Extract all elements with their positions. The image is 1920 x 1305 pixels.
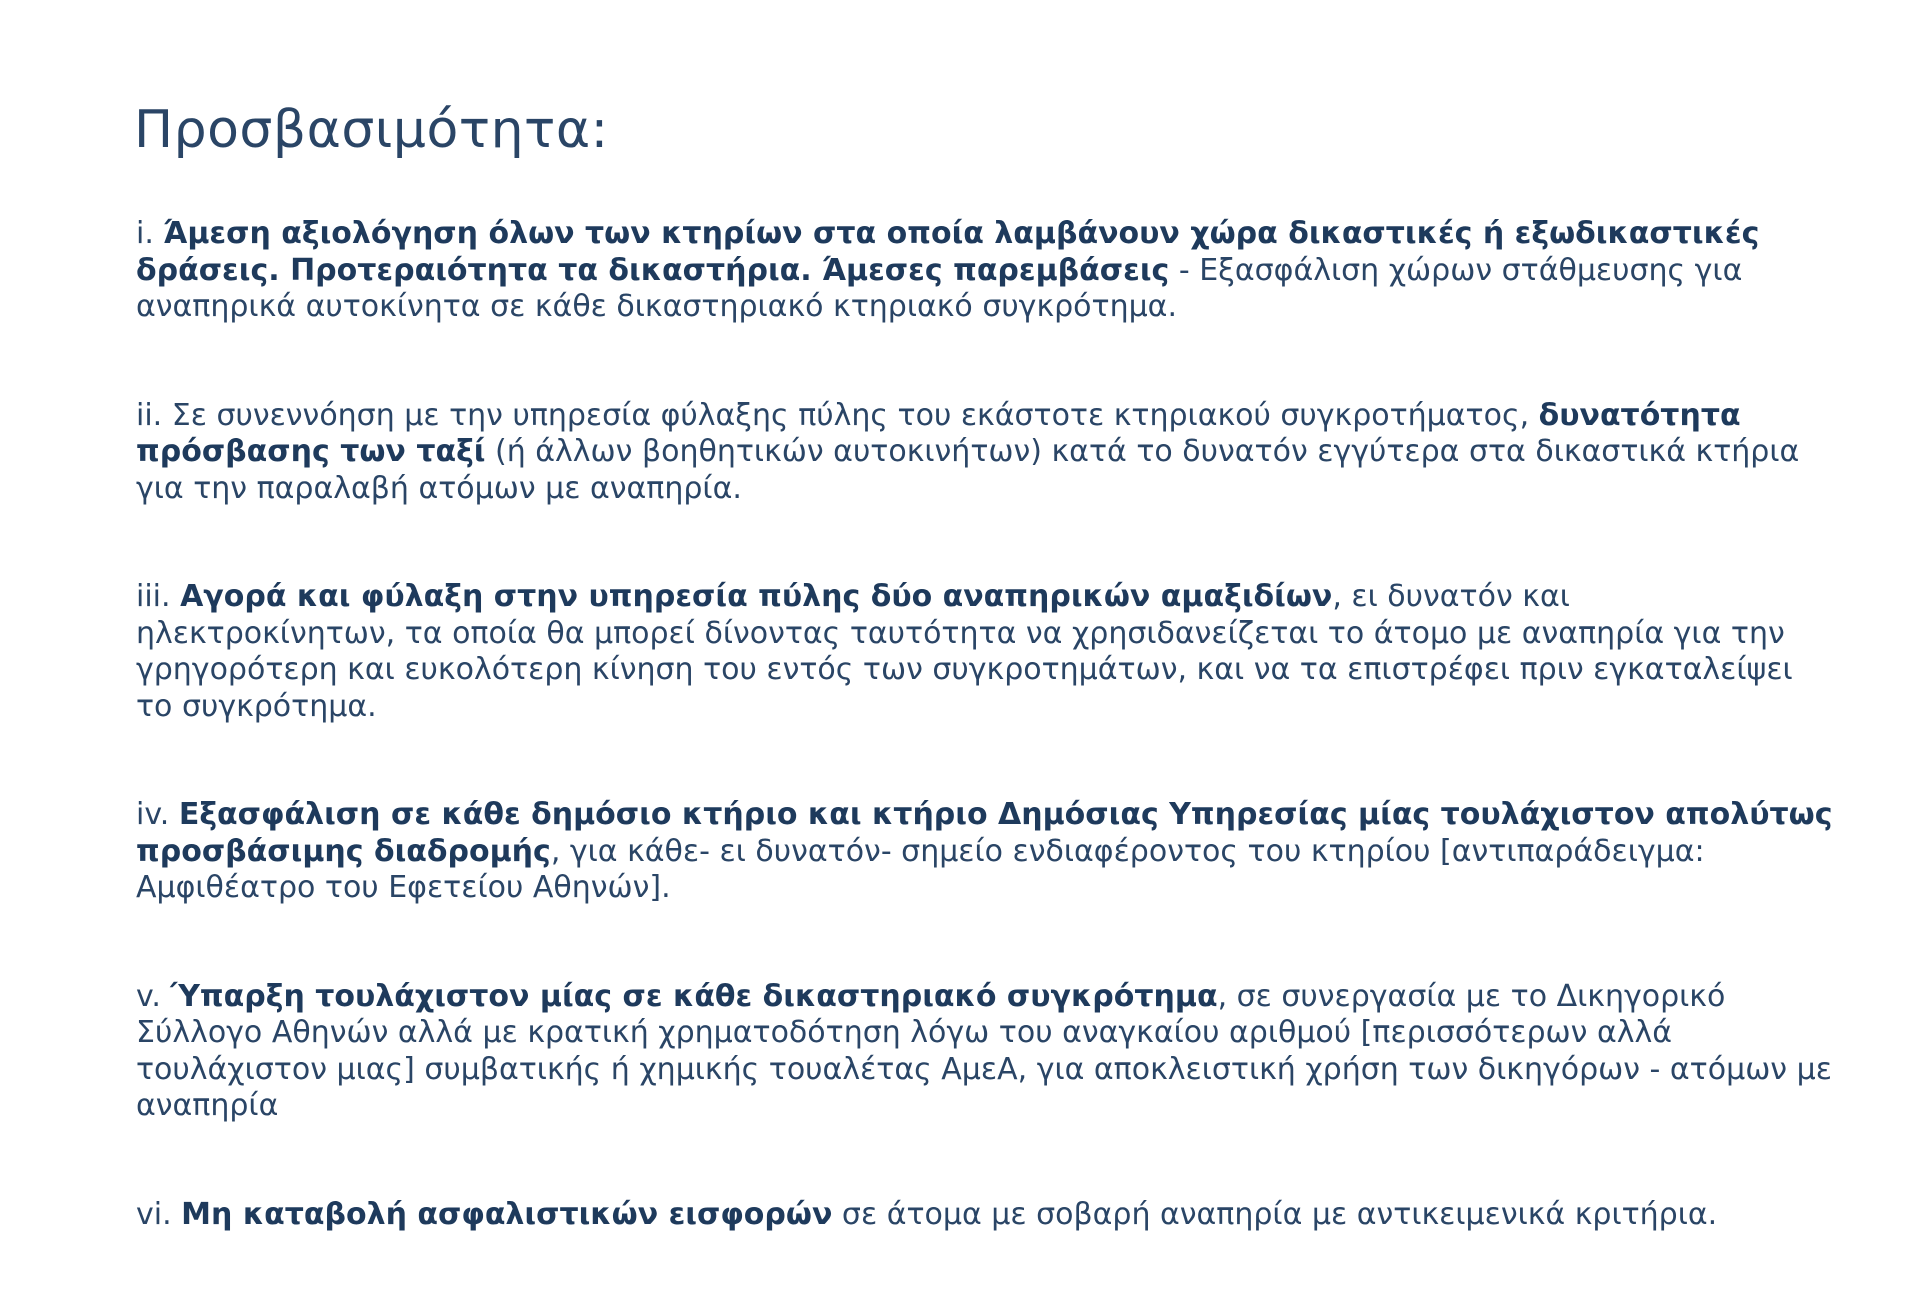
list-item <box>136 1197 1836 1234</box>
item-text: - Εξασφάλιση χώρων στάθμευσης για αναπηρικά αυτοκίνητα σε κάθε δικαστηριακό κτηριακό συγκρότημα. <box>136 252 1743 324</box>
list-item <box>136 216 1836 326</box>
list-item <box>136 579 1836 725</box>
item-text: σε άτομα με σοβαρή αναπηρία με αντικειμενικά κριτήρια. <box>832 1196 1718 1232</box>
item-bold-text: Άμεση αξιολόγηση όλων των κτηρίων στα οποία λαμβάνουν χώρα δικαστικές ή εξωδικαστικές δράσεις. Προτεραιότητα τα δικαστήρια. Άμεσες παρεμβάσεις <box>136 216 1760 288</box>
item-bold-text: δυνατότητα πρόσβασης των ταξί <box>136 397 1741 469</box>
item-number: v. <box>136 978 171 1014</box>
item-bold-text: Ύπαρξη τουλάχιστον μίας σε κάθε δικαστηριακό συγκρότημα <box>170 978 1218 1014</box>
item-text: , σε συνεργασία με το Δικηγορικό Σύλλογο Αθηνών αλλά με κρατική χρηματοδότηση λόγω του αναγκαίου αριθμού [περισσότερων αλλά τουλάχιστον μιας] συμβατικής ή χημικής τουαλέτας ΑμεΑ, για αποκλειστική χρήση των δικηγόρων - ατόμων με αναπηρία <box>136 978 1832 1123</box>
list-item <box>136 797 1836 907</box>
item-text: , ει δυνατόν και ηλεκτροκίνητων, τα οποία θα μπορεί δίνοντας ταυτότητα να χρησιδανείζεται το άτομο με αναπηρία για την γρηγορότερη και ευκολότερη κίνηση του εντός των συγκροτημάτων, και να τα επιστρέφει πριν εγκαταλείψει το συγκρότημα. <box>136 579 1793 724</box>
item-number: ii. <box>136 397 172 433</box>
slide-title: Προσβασιμότητα: <box>134 100 609 160</box>
item-text: , για κάθε- ει δυνατόν- σημείο ενδιαφέροντος του κτηρίου [αντιπαράδειγμα: Αμφιθέατρο του Εφετείου Αθηνών]. <box>136 833 1705 905</box>
item-number: iv. <box>136 797 179 832</box>
list-item <box>136 398 1836 508</box>
item-bold-text: Εξασφάλιση σε κάθε δημόσιο κτήριο και κτήριο Δημόσιας Υπηρεσίας μίας τουλάχιστον απολύτως προσβάσιμης διαδρομής <box>136 797 1833 869</box>
item-bold-text: Αγορά και φύλαξη στην υπηρεσία πύλης δύο αναπηρικών αμαξιδίων <box>180 579 1333 614</box>
item-text-pre: Σε συνεννόηση με την υπηρεσία φύλαξης πύλης του εκάστοτε κτηριακού συγκροτήματος, <box>171 397 1539 433</box>
item-number: vi. <box>136 1196 182 1232</box>
item-number: i. <box>136 216 164 251</box>
item-number: iii. <box>136 579 181 614</box>
list-item <box>136 979 1836 1125</box>
item-bold-text: Μη καταβολή ασφαλιστικών εισφορών <box>181 1196 833 1232</box>
accessibility-list <box>136 216 1836 1305</box>
item-text: (ή άλλων βοηθητικών αυτοκινήτων) κατά το δυνατόν εγγύτερα στα δικαστικά κτήρια για την παραλαβή ατόμων με αναπηρία. <box>136 434 1800 506</box>
